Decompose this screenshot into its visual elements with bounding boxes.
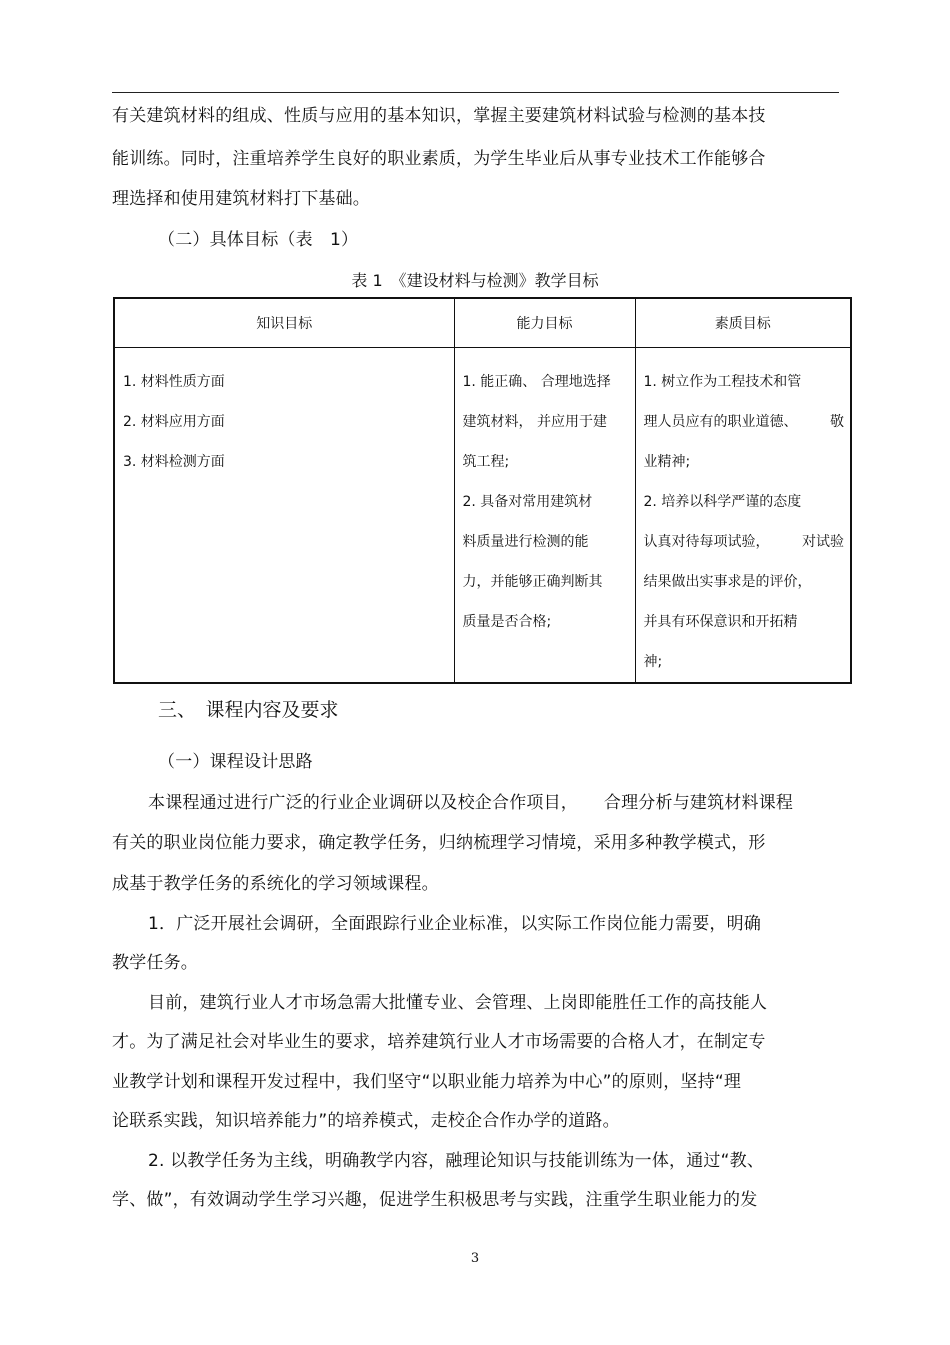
quality-line: 认真对待每项试验， 对试验 xyxy=(643,534,844,550)
current-line-2: 才。为了满足社会对毕业生的要求，培养建筑行业人才市场需要的合格人才，在制定专 xyxy=(112,1032,766,1052)
intro-line-3: 理选择和使用建筑材料打下基础。 xyxy=(112,189,370,209)
subheading-design: （一）课程设计思路 xyxy=(158,752,313,772)
course-line-3: 成基于教学任务的系统化的学习领域课程。 xyxy=(112,874,439,894)
ability-line: 2. 具备对常用建筑材 xyxy=(462,494,593,510)
section-heading: 三、 课程内容及要求 xyxy=(158,699,339,721)
point1-line-1: 1．广泛开展社会调研，全面跟踪行业企业标准，以实际工作岗位能力需要，明确 xyxy=(148,914,762,934)
table-row xyxy=(114,348,851,684)
point2-line-2: 学、做”，有效调动学生学习兴趣，促进学生积极思考与实践，注重学生职业能力的发 xyxy=(112,1190,758,1210)
ability-line: 筑工程; xyxy=(462,454,510,470)
ability-cell xyxy=(454,348,635,684)
knowledge-cell xyxy=(114,348,454,684)
quality-cell xyxy=(635,348,851,684)
knowledge-item: 2. 材料应用方面 xyxy=(123,414,225,430)
intro-line-2: 能训练。同时，注重培养学生良好的职业素质，为学生毕业后从事专业技术工作能够合 xyxy=(112,149,766,169)
page-number: 3 xyxy=(470,1251,480,1266)
knowledge-item: 1. 材料性质方面 xyxy=(123,374,225,390)
quality-line: 理人员应有的职业道德、 敬 xyxy=(643,414,844,430)
current-line-1: 目前，建筑行业人才市场急需大批懂专业、会管理、上岗即能胜任工作的高技能人 xyxy=(148,993,768,1013)
quality-line: 业精神; xyxy=(643,454,691,470)
subheading-specific-goals: （二）具体目标（表 1） xyxy=(158,230,359,250)
teaching-goals-table xyxy=(113,297,852,684)
knowledge-item: 3. 材料检测方面 xyxy=(123,454,225,470)
quality-line: 2. 培养以科学严谨的态度 xyxy=(643,494,802,510)
current-line-4: 论联系实践，知识培养能力”的培养模式，走校企合作办学的道路。 xyxy=(112,1111,620,1131)
ability-line: 质量是否合格; xyxy=(462,614,552,630)
table-header-row xyxy=(114,298,851,348)
quality-line: 1. 树立作为工程技术和管 xyxy=(643,374,802,390)
ability-line: 力，并能够正确判断其 xyxy=(462,574,603,590)
current-line-3: 业教学计划和课程开发过程中，我们坚守“以职业能力培养为中心”的原则，坚持“理 xyxy=(112,1072,742,1092)
ability-line: 1. 能正确、 合理地选择 xyxy=(462,374,611,390)
quality-line: 并具有环保意识和开拓精 xyxy=(643,614,798,630)
table-caption: 表 1 《建设材料与检测》教学目标 xyxy=(351,271,599,290)
quality-line: 结果做出实事求是的评价， xyxy=(643,574,812,590)
ability-line: 建筑材料， 并应用于建 xyxy=(462,414,607,430)
course-line-1: 本课程通过进行广泛的行业企业调研以及校企合作项目， 合理分析与建筑材料课程 xyxy=(148,793,794,813)
header-quality: 素质目标 xyxy=(635,298,851,348)
point1-line-2: 教学任务。 xyxy=(112,953,198,973)
ability-line: 料质量进行检测的能 xyxy=(462,534,589,550)
point2-line-1: 2. 以教学任务为主线，明确教学内容，融理论知识与技能训练为一体，通过“教、 xyxy=(148,1151,765,1171)
header-ability: 能力目标 xyxy=(454,298,635,348)
intro-line-1: 有关建筑材料的组成、性质与应用的基本知识，掌握主要建筑材料试验与检测的基本技 xyxy=(112,106,766,126)
header-knowledge: 知识目标 xyxy=(114,298,454,348)
course-line-2: 有关的职业岗位能力要求，确定教学任务，归纳梳理学习情境，采用多种教学模式，形 xyxy=(112,833,766,853)
header-rule xyxy=(112,92,839,93)
quality-line: 神; xyxy=(643,654,663,670)
